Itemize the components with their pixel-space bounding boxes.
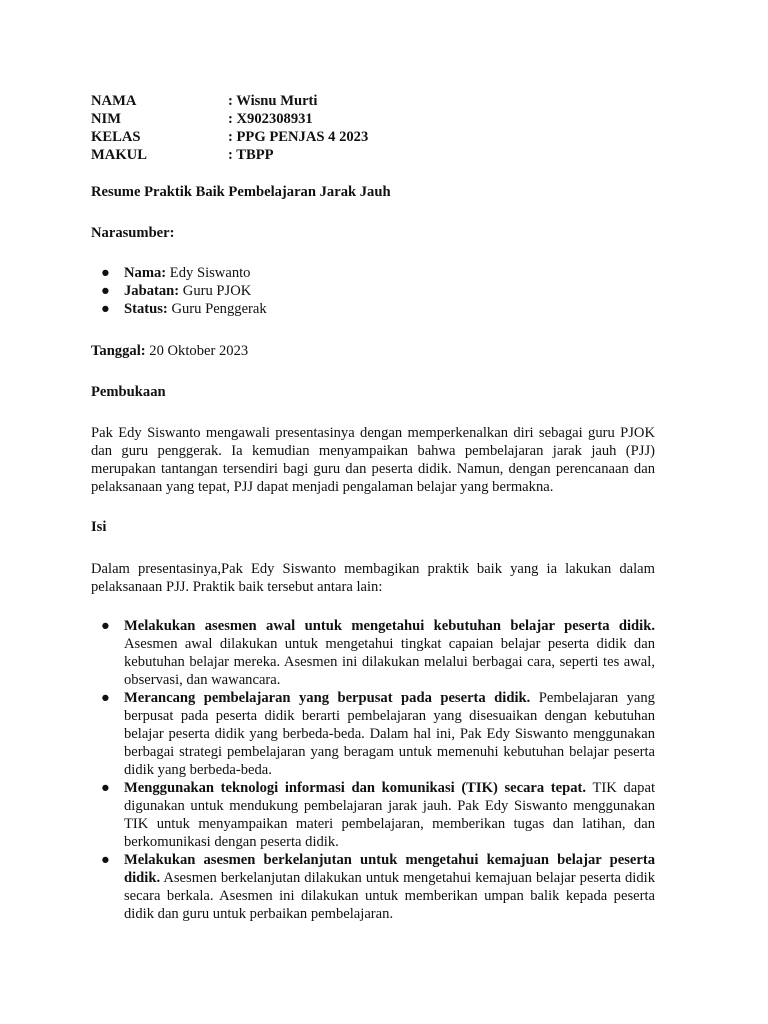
item-text: Asesmen awal dilakukan untuk mengetahui tingkat capaian belajar peserta didik dan kebutuhan belajar mereka. Asesmen ini dilakukan melalui berbagai cara, seperti tes awal, observasi, dan wawancara. [124,636,655,688]
narasumber-list [101,264,267,318]
bullet-icon: ● [101,690,110,706]
item-value: Guru PJOK [179,283,252,299]
item-title: Menggunakan teknologi informasi dan komunikasi (TIK) secara tepat. [124,780,587,796]
list-item [101,300,267,318]
header-key: MAKUL [91,147,147,163]
item-label: Nama: [124,265,167,281]
bullet-icon: ● [101,283,110,299]
item-label: Status: [124,301,168,317]
header-key: NIM [91,111,121,127]
identity-header [91,92,368,164]
header-row-nim [91,110,368,128]
header-key: NAMA [91,93,137,109]
isi-intro: Dalam presentasinya,Pak Edy Siswanto membagikan praktik baik yang ia lakukan dalam pelaksanaan PJJ. Praktik baik tersebut antara lain: [91,561,655,595]
item-text: Asesmen berkelanjutan dilakukan untuk mengetahui kemajuan belajar peserta didik secara berkala. Asesmen ini dilakukan untuk memberikan umpan balik kepada peserta didik dan guru untuk perbaikan pembelajaran. [124,870,655,922]
bullet-icon: ● [101,780,110,796]
tanggal-label: Tanggal: [91,343,146,359]
item-text: TIK dapat digunakan untuk mendukung pembelajaran jarak jauh. Pak Edy Siswanto menggunakan TIK untuk menyampaikan materi pembelajaran, memberikan tugas dan latihan, dan berkomunikasi dengan peserta didik. [124,780,655,850]
list-item [101,851,655,923]
header-row-makul [91,146,368,164]
header-value: : TBPP [228,147,274,163]
item-title: Merancang pembelajaran yang berpusat pada peserta didik. [124,690,531,706]
item-value: Guru Penggerak [167,301,267,317]
tanggal-line [91,342,248,360]
pembukaan-heading: Pembukaan [91,384,166,400]
item-value: Edy Siswanto [166,265,251,281]
bullet-icon: ● [101,852,110,868]
header-value: : PPG PENJAS 4 2023 [228,129,369,145]
item-title: Melakukan asesmen awal untuk mengetahui kebutuhan belajar peserta didik. [124,618,655,634]
pembukaan-paragraph: Pak Edy Siswanto mengawali presentasinya dengan memperkenalkan diri sebagai guru PJOK dan guru penggerak. Ia kemudian menyampaikan bahwa pembelajaran jarak jauh (PJJ) merupakan tantangan tersendiri bagi guru dan peserta didik. Namun, dengan perencanaan dan pelaksanaan yang tepat, PJJ dapat menjadi pengalaman belajar yang bermakna. [91,425,655,495]
tanggal-value: 20 Oktober 2023 [145,343,249,359]
list-item [101,689,655,779]
header-row-kelas [91,128,368,146]
item-title: Melakukan asesmen berkelanjutan untuk mengetahui kemajuan belajar peserta didik. [124,852,655,886]
document-title: Resume Praktik Baik Pembelajaran Jarak Jauh [91,184,391,200]
header-value: : Wisnu Murti [228,93,318,109]
list-item [101,264,267,282]
bullet-icon: ● [101,618,110,634]
list-item [101,779,655,851]
list-item [101,282,267,300]
header-row-nama [91,92,368,110]
practice-list [101,617,655,923]
header-key: KELAS [91,129,141,145]
item-label: Jabatan: [124,283,180,299]
list-item [101,617,655,689]
bullet-icon: ● [101,301,110,317]
bullet-icon: ● [101,265,110,281]
isi-heading: Isi [91,519,107,535]
header-value: : X902308931 [228,111,313,127]
narasumber-heading: Narasumber: [91,225,175,241]
item-text: Pembelajaran yang berpusat pada peserta didik berarti pembelajaran yang disesuaikan dengan kebutuhan belajar peserta didik yang berbeda-beda. Dalam hal ini, Pak Edy Siswanto menggunakan berbagai strategi pembelajaran yang beragam untuk memenuhi kebutuhan belajar peserta didik yang berbeda-beda. [124,690,655,778]
